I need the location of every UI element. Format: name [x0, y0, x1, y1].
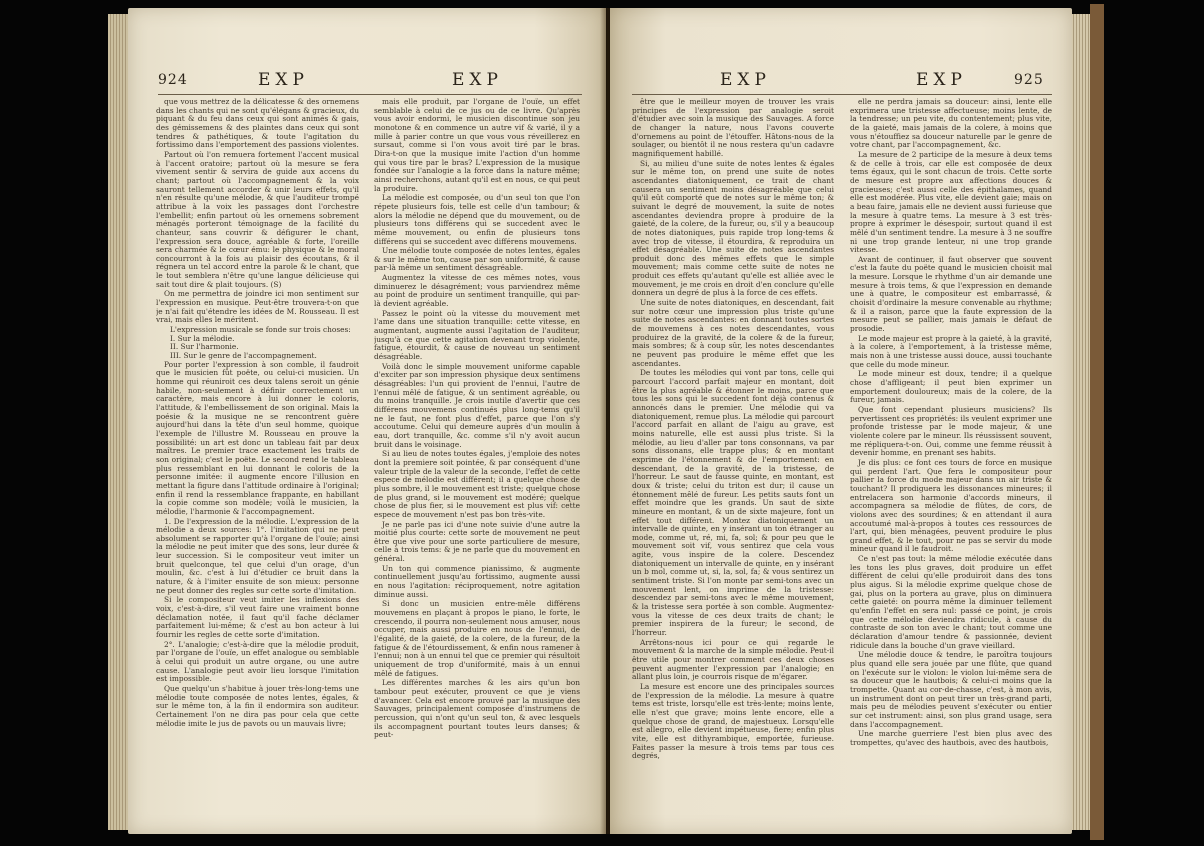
paragraph: Le mode majeur est propre à la gaieté, à la gravité, à la colere, à l'emportement, à la tristesse même, mais non à une tristesse aussi douce, aussi touchante que celle du mode mineur.: [850, 333, 1052, 369]
right-header-rule: [632, 94, 1052, 95]
paragraph: Je dis plus: ce font ces tours de force en musique qui perdent l'art. Que fera le compositeur pour pallier la force du mode majeur dans un air triste & touchant? Il prodiguera les dissonances mineures; il entrelacera son harmonie d'accords mineurs, il accompagnera sa mélodie de flûtes, de cors, de violons avec des sourdines; & en attendant il aura accoutumé mal-à-propos à toutes ces ressources de l'art, qui, bien ménagées, peuvent produire le plus grand effet, & le tout, pour ne pas se servir du mode mineur quand il le faudroit.: [850, 457, 1052, 554]
paragraph: Si le compositeur veut imiter les inflexions des voix, c'est-à-dire, s'il veut faire une vraiment bonne déclamation notée, il faut qu'il fache déclamer parfaitement lui-même; & c'est au bon acteur à lui fournir les regles de cette sorte d'imitation.: [156, 595, 359, 640]
left-header-col1: EXP: [258, 70, 309, 90]
paragraph: être que le meilleur moyen de trouver les vrais principes de l'expression par analogie seroit d'étudier avec soin la musique des Sauvages. A force de changer la nature, nous l'avons couverte d'ornemens au point de l'étouffer. Hâtons-nous de la soulager, ou bientôt il ne nous restera qu'un cadavre magnifiquement habillé.: [632, 98, 834, 158]
paragraph: elle ne perdra jamais sa douceur: ainsi, lente elle exprimera une tristesse affectueuse; moins lente, de la tendresse; un peu vite, du contentement; plus vite, de la gaieté, mais jamais de la colere, à moins que vous n'étouffiez sa douceur naturelle par le genre de votre chant, par l'accompagnement, &c.: [850, 98, 1052, 150]
paragraph: De toutes les mélodies qui vont par tons, celle qui parcourt l'accord parfait majeur en montant, doit être la plus agréable & étonner le moins, parce que tous les sons qui le succedent font déjà contenus & annoncés dans le premier. Une mélodie qui va diatoniquement, remue plus. La mélodie qui parcourt l'accord parfait en allant de l'aigu au grave, est moins naturelle, elle est aussi plus triste. Si la mélodie, au lieu d'aller par tons consonnans, va par sons dissonans, elle trappe plus; & en montant exprime de l'étonnement & de l'emportement: en descendant, de la gravité, de la tristesse, de l'horreur. Le saut de fausse quinte, en montant, est doux & triste; celui du triton est dur; il cause un étonnement mêlé de fureur. Les petits sauts font un effet moindre que les grands. Un saut de sixte mineure en montant, & un de sixte majeure, font un effet tout différent. Montez diatoniquement un intervalle de quinte, en y insérant un ton étranger au mode, comme ut, ré, mi, fa, sol; & pour peu que le mouvement soit vif, vous sentirez que cela vous agite, vous inspire de la colere. Descendez diatoniquement un intervalle de quinte, en y insérant un b mol, comme ut, si, la, sol, fa; & vous sentirez un sentiment triste. Si l'on monte par semi-tons avec un mouvement lent, on imprime de la tristesse: descendez par semi-tons avec le même mouvement, & la tristesse sera portée à son comble. Augmentez-vous la vitesse de ces deux traits de chant; le premier inspirera de la fureur; le second, de l'horreur.: [632, 368, 834, 638]
left-header-rule: [158, 94, 582, 95]
right-page: [610, 8, 1072, 834]
paragraph: 2°. L'analogie; c'est-à-dire que la mélodie produit, par l'organe de l'ouïe, un effet analogue ou semblable à celui qui produit un autre organe, ou une autre cause. L'analogie peut avoir lieu lorsque l'imitation est impossible.: [156, 639, 359, 684]
right-column-2: [850, 98, 1052, 810]
paragraph: II. Sur l'harmonie.: [170, 342, 239, 352]
paragraph: La mesure est encore une des principales sources de l'expression de la mélodie. La mesure à quatre tems est triste, lorsqu'elle est très-lente; moins lente, elle n'est que grave; moins lente encore, elle a quelque chose de grand, de majestueux. Lorsqu'elle est allegro, elle devient impétueuse, fiere; enfin plus vite, elle est dithyrambique, emportée, furieuse. Faites passer la mesure à trois tems par tous ces degrés,: [632, 681, 834, 761]
left-header-col2: EXP: [452, 70, 503, 90]
paragraph: Pour porter l'expression à son comble, il faudroit que le musicien fût poëte, ou celui-ci musicien. Un homme qui réuniroit ces deux talens seroit un génie habile, non-seulement à définir correctement un caractère, mais encore à lui donner le coloris, l'attitude, & l'embellissement de son original. Mais la poésie & la musique ne se rencontrent guère aujourd'hui dans la tête d'un seul homme, quoique l'exemple de l'illustre M. Rousseau en prouve la possibilité: un art est donc un tableau fait par deux maîtres. Le premier trace exactement les traits de son original; c'est le poëte. Le second rend le tableau plus ressemblant en lui donnant le coloris de la personne imitée: il augmente encore l'illusion en mettant la figure dans l'attitude ordinaire à l'original; enfin il rend la ressemblance frappante, en habillant la copie comme son modèle; voilà le musicien, la mélodie, l'harmonie & l'accompagnement.: [156, 359, 359, 516]
paragraph: Que font cependant plusieurs musiciens? Ils pervertissent ces propriétés: ils veulent exprimer une profonde tristesse par le mode majeur, & une violente colere par le mineur. Ils réussissent souvent, me répliquera-t-on. Oui, comme une femme réussit à devenir homme, en prenant ses habits.: [850, 404, 1052, 458]
right-page-number: 925: [1014, 72, 1044, 88]
right-header-col2: EXP: [916, 70, 967, 90]
paragraph: La mesure de 2 participe de la mesure à deux tems & de celle à trois, car elle est composée de deux tems égaux, qui le sont chacun de trois. Cette sorte de mesure est propre aux affections douces & gracieuses; c'est aussi celle des épithalames, quand elle est modérée. Plus vite, elle devient gaie; mais on a beau faire, jamais elle ne devient aussi furieuse que la mesure à quatre tems. La mesure à 3 est très-propre à exprimer le désespoir, surtout quand il est mêlé d'un sentiment tendre. La mesure à 3 ne souffre ni une trop grande lenteur, ni une trop grande vitesse.: [850, 149, 1052, 255]
paragraph: Partout où l'on remuera fortement l'accent musical à l'accent oratoire; partout où la mesure se fera vivement sentir & servira de guide aux accens du chant; partout où l'accompagnement & la voix sauront tellement accorder & unir leurs effets, qu'il n'en résulte qu'une mélodie, & que l'auditeur trompé attribue à la voix les passages dont l'orchestre l'embellit; enfin partout où les ornemens sobrement ménagés porteront témoignage de la facilité du chanteur, sans couvrir & défigurer le chant, l'expression sera douce, agréable & forte, l'oreille sera charmée & le cœur ému: le physique & le moral concourront à la fois au plaisir des écoutans, & il régnera un tel accord entre la parole & le chant, que le tout semblera n'être qu'une langue délicieuse qui sait tout dire & plait toujours. (S): [156, 149, 359, 289]
paragraph: Une mélodie toute composée de notes lentes, égales & sur le même ton, cause par son uniformité, & cause par-là même un sentiment désagréable.: [374, 246, 580, 273]
paragraph: Arrêtons-nous ici pour ce qui regarde le mouvement & la marche de la simple mélodie. Peut-il être utile pour montrer comment ces deux choses peuvent augmenter l'expression par l'analogie; en allant plus loin, je courrois risque de m'égarer.: [632, 637, 834, 682]
paragraph: Le mode mineur est doux, tendre; il a quelque chose d'affligeant; il peut bien exprimer un emportement douloureux; mais de la colere, de la fureur, jamais.: [850, 369, 1052, 405]
paragraph: Une marche guerriere l'est bien plus avec des trompettes, qu'avec des hautbois, avec des hautbois,: [850, 729, 1052, 747]
book-cover-edge: [1090, 4, 1104, 840]
right-header-col1: EXP: [720, 70, 771, 90]
left-page: [128, 8, 606, 834]
left-page-number: 924: [158, 72, 188, 88]
paragraph: Une suite de notes diatoniques, en descendant, fait sur notre cœur une impression plus triste qu'une suite de notes ascendantes: en donnant toutes sortes de mouvemens à ces notes descendantes, vous produirez de la gravité, de la colere & de la fureur, mais sombres; & à coup sûr, les notes descendantes ne peuvent pas produire le même effet que les ascendantes.: [632, 298, 834, 368]
paragraph: La mélodie est composée, ou d'un seul ton que l'on répete plusieurs fois, telle est celle d'un tambour; & alors la mélodie ne dépend que du mouvement, ou de plusieurs tons différens qui se succedent avec le même mouvement, ou enfin de plusieurs tons différens qui se succedent avec différens mouvemens.: [374, 193, 580, 246]
paragraph: On me permettra de joindre ici mon sentiment sur l'expression en musique. Peut-être trouvera-t-on que je n'ai fait qu'étendre les idées de M. Rousseau. Il est vrai, mais elles le méritent.: [156, 289, 359, 325]
page-edges-right: [1070, 14, 1090, 830]
paragraph: Un ton qui commence pianissimo, & augmente continuellement jusqu'au fortissimo, augmente aussi en nous l'agitation: réciproquement, notre agitation diminue aussi.: [374, 563, 580, 599]
paragraph: Une mélodie douce & tendre, le paroîtra toujours plus quand elle sera jouée par une flûte, que quand on l'exécute sur le violon: le violon lui-même sera de sa douceur que le hautbois; & celui-ci moins que la trompette. Quant au cor-de-chasse, c'est, à mon avis, un instrument dont on peut tirer un très-grand parti, mais peu de mélodies peuvent s'exécuter ou entier sur cet instrument: ainsi, son plus grand usage, sera dans l'accompagnement.: [850, 650, 1052, 729]
paragraph: mais elle produit, par l'organe de l'ouïe, un effet semblable à celui de ce jus ou de ce livre. Qu'après vous avoir endormi, le musicien discontinue son jeu monotone & en commence un autre vif & varié, il y a mille à parier contre un que vous vous réveillerez en sursaut, comme si l'on vous avoit tiré par le bras. Dira-t-on que la musique imite l'action d'un homme qui vous tire par le bras? L'expression de la musique fondée sur l'analogie a la force dans la nature même; ainsi recherchons, autant qu'il est en nous, ce qui peut la produire.: [374, 98, 580, 193]
right-column-1: [632, 98, 834, 810]
left-column-1: [156, 98, 359, 810]
paragraph: Si au lieu de notes toutes égales, j'emploie des notes dont la premiere soit pointée, & par conséquent d'une valeur triple de la valeur de la seconde, l'effet de cette espece de mélodie est différent; il a quelque chose de plus sombre, il le mouvement est triste; quelque chose de plus grand, si le mouvement est modéré; quelque chose de plus fier, si le mouvement est plus vif: cette espece de mouvement n'est pas bon très-vite.: [374, 449, 580, 519]
paragraph: 1. De l'expression de la mélodie. L'expression de la mélodie a deux sources: 1°. l'imitation qui ne peut absolument se rapporter qu'à l'organe de l'ouïe; ainsi la mélodie ne peut imiter que des sons, leur durée & leur succession. Si le compositeur veut imiter un bruit quelconque, tel que celui d'un orage, d'un moulin, &c. c'est à lui d'étudier ce bruit dans la nature, & à l'imiter ensuite de son mieux: personne ne peut donner des regles sur cette sorte d'imitation.: [156, 516, 359, 595]
paragraph: Augmentez la vitesse de ces mêmes notes, vous diminuerez le désagrément; vous parviendrez même au point de produire un sentiment tranquille, qui par-là devient agréable.: [374, 273, 580, 309]
paragraph: L'expression musicale se fonde sur trois choses:: [170, 325, 351, 335]
page-edges-left: [108, 14, 130, 830]
paragraph: Si, au milieu d'une suite de notes lentes & égales sur le même ton, on prend une suite de notes ascendantes diatoniquement, ce trait de chant causera un sentiment moins désagréable que celui qu'il eût comporté que de notes sur le même ton; & suivant le degré de mouvement, la suite de notes ascendantes deviendra propre à produire de la gaieté, de la colere, de la fureur, ou, s'il y a beaucoup de notes diatoniques, puis rapide trop long-tems & avec trop de vitesse, il étourdira, & reproduira un effet désagréable. Une suite de notes ascendantes produit donc des mêmes effets que le simple mouvement; mais comme cette suite de notes ne produit ces effets qu'autant qu'elle est alliée avec le mouvement, je me crois en droit d'en conclure qu'elle donnera un degré de plus à la force de ces effets.: [632, 158, 834, 298]
paragraph: que vous mettrez de la délicatesse & des ornemens dans les chants qui ne sont qu'élégans & gracieux, du piquant & du feu dans ceux qui sont animés & gais, des gémissemens & des plaintes dans ceux qui sont tendres & pathétiques, & toute l'agitation du fortissimo dans l'emportement des passions violentes.: [156, 98, 359, 150]
left-column-2: [374, 98, 580, 810]
paragraph: Si donc un musicien entre-mêle différens mouvemens en plaçant à propos le piano, le forte, le crescendo, il pourra non-seulement nous amuser, nous occuper, mais aussi produire en nous de l'ennui, de l'égalité, de la gaieté, de la colere, de la fureur, de la fatigue & de l'étourdissement, & enfin nous ramener à l'ennui; non à un ennui tel que ce premier qui résultoit uniquement de trop d'uniformité, mais à un ennui mêlé de fatigues.: [374, 599, 580, 678]
paragraph: Les différentes marches & les airs qu'un bon tambour peut exécuter, prouvent ce que je viens d'avancer. Cela est encore prouvé par la musique des Sauvages, principalement composée d'instrumens de percussion, qui n'ont qu'un seul ton, & avec lesquels ils accompagnent pourtant toutes leurs danses; & peut-: [374, 678, 580, 740]
paragraph: Je ne parle pas ici d'une note suivie d'une autre la moitié plus courte: cette sorte de mouvement ne peut être que vive pour une sorte particuliere de mesure, celle à trois tems: & je ne parle que du mouvement en général.: [374, 519, 580, 564]
paragraph: III. Sur le genre de l'accompagnement.: [170, 351, 317, 361]
paragraph: Que quelqu'un s'habitue à jouer très-long-tems une mélodie toute composée de notes lentes, égales, & sur le même ton, à la fin il endormira son auditeur. Certainement l'on ne dira pas pour cela que cette mélodie imite le jus de pavots ou un mauvais livre;: [156, 683, 359, 728]
paragraph: Ce n'est pas tout: la même mélodie exécutée dans les tons les plus graves, doit produire un effet différent de celui qu'elle produiroit dans des tons plus aigus. Si la mélodie exprime quelque chose de gai, plus on la portera au grave, plus on diminuera cette gaieté: on pourra même la diminuer tellement qu'enfin l'effet en sera nul: passé ce point, je crois que cette mélodie deviendra ridicule, à cause du contraste de son ton avec le chant; tout comme une déclaration d'amour tendre & passionnée, devient ridicule dans la bouche d'un grave vieillard.: [850, 554, 1052, 650]
paragraph: Voilà donc le simple mouvement uniforme capable d'exciter par son impression physique deux sentimens désagréables: l'un qui provient de l'ennui, l'autre de l'ennui mêlé de fatigue, & un sentiment agréable, ou du moins tranquille. Je crois inutile d'avertir que ces différens mouvemens continués plus long-tems qu'il ne le faut, ne font plus d'effet, parce que l'on s'y accoutume. Celui qui demeure auprès d'un moulin à eau, dort tranquille, &c. comme s'il n'y avoit aucun bruit dans le voisinage.: [374, 361, 580, 449]
paragraph: Avant de continuer, il faut observer que souvent c'est la faute du poëte quand le musicien choisit mal la mesure. Lorsque le rhythme d'un air demande une mesure à trois tems, & que l'expression en demande une à quatre, le compositeur est embarrassé, & choisit d'ordinaire la mesure convenable au rhythme; & il a raison, parce que la faute expression de la mesure peut se pallier, mais jamais le défaut de prosodie.: [850, 254, 1052, 334]
paragraph: Passez le point où la vitesse du mouvement met l'ame dans une situation tranquille: cette vitesse, en augmentant, augmente aussi l'agitation de l'auditeur, jusqu'à ce que cette agitation devenant trop violente, fatigue, étourdit, & cause de nouveau un sentiment désagréable.: [374, 308, 580, 362]
paragraph: I. Sur la mélodie.: [170, 333, 235, 343]
